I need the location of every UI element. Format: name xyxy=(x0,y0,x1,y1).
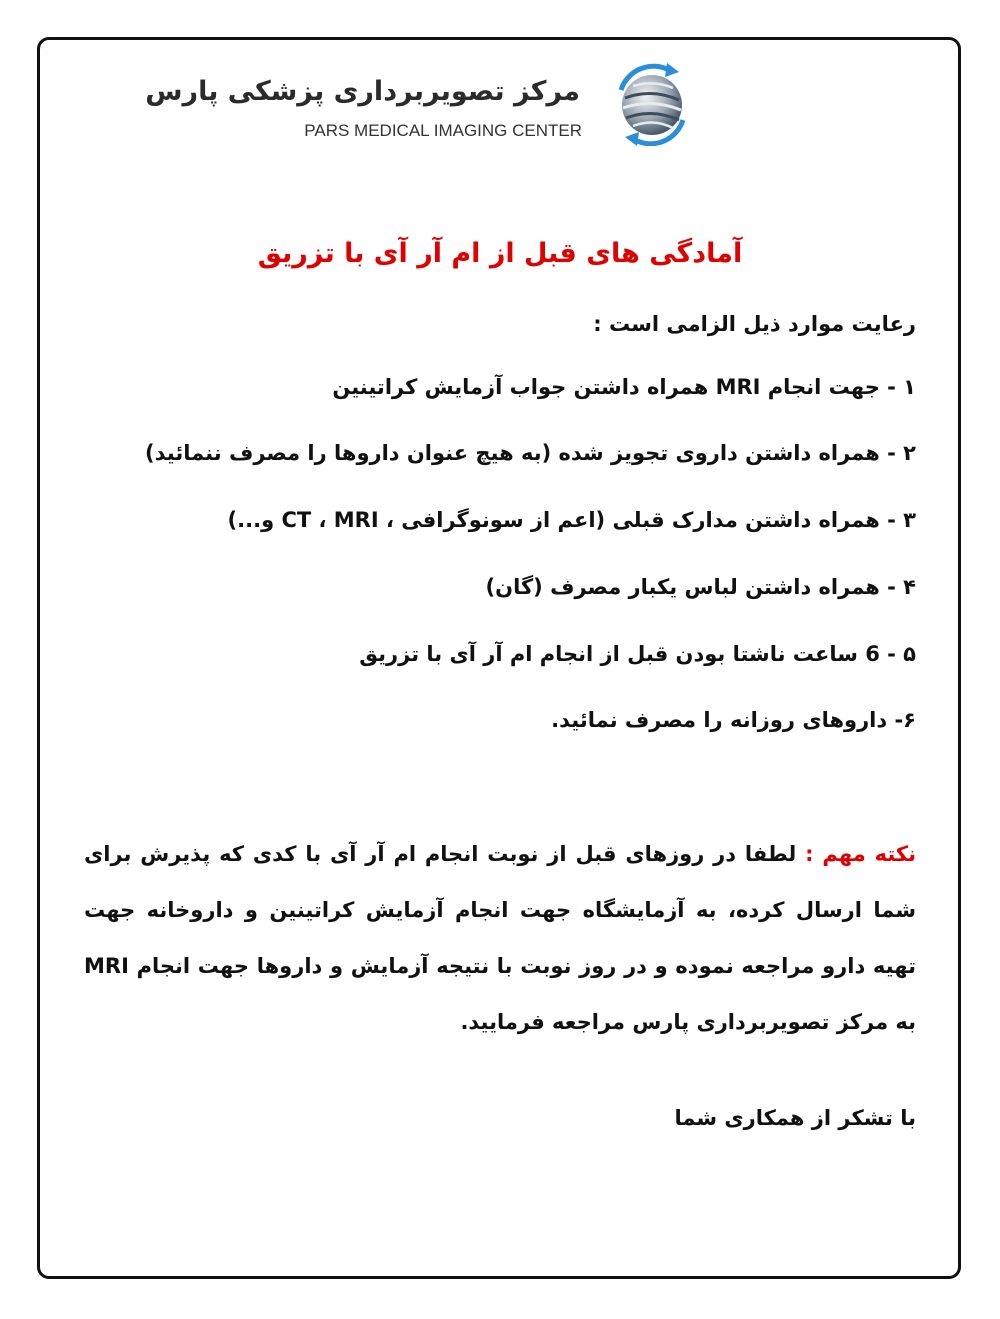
note-text: لطفا در روزهای قبل از نوبت انجام ام آر آی با کدی که پذیرش برای شما ارسال کرده، به آزمایشگاه جهت انجام آزمایش کراتینین و داروخانه جهت تهیه دارو مراجعه نموده و در روز نوبت با نتیجه آزمایش و داروها جهت انجام MRI به مرکز تصویربرداری پارس مراجعه فرمایید. xyxy=(84,842,916,1034)
list-item: ۱ - جهت انجام MRI همراه داشتن جواب آزمایش کراتینین xyxy=(332,375,916,399)
list-item: ۵ - 6 ساعت ناشتا بودن قبل از انجام ام آر آی با تزریق xyxy=(359,642,916,666)
logo-english-name: PARS MEDICAL IMAGING CENTER xyxy=(304,121,582,140)
list-item: ۳ - همراه داشتن مدارک قبلی (اعم از سونوگرافی ، CT ، MRI و...) xyxy=(227,508,916,532)
note-label: نکته مهم : xyxy=(805,842,917,866)
thanks-text: با تشکر از همکاری شما xyxy=(674,1106,916,1130)
center-logo xyxy=(145,58,692,148)
important-note xyxy=(84,826,916,1050)
globe-arrows-icon xyxy=(609,60,695,146)
list-item: ۲ - همراه داشتن داروی تجویز شده (به هیچ عنوان داروها را مصرف ننمائید) xyxy=(145,441,916,465)
page-title: آمادگی های قبل از ام آر آی با تزریق xyxy=(257,238,743,269)
list-item: ۴ - همراه داشتن لباس یکبار مصرف (گان) xyxy=(485,575,916,599)
intro-text: رعایت موارد ذیل الزامی است : xyxy=(593,312,916,336)
list-item: ۶- داروهای روزانه را مصرف نمائید. xyxy=(551,708,916,732)
logo-persian-name: مرکز تصویربرداری پزشکی پارس xyxy=(145,76,580,107)
